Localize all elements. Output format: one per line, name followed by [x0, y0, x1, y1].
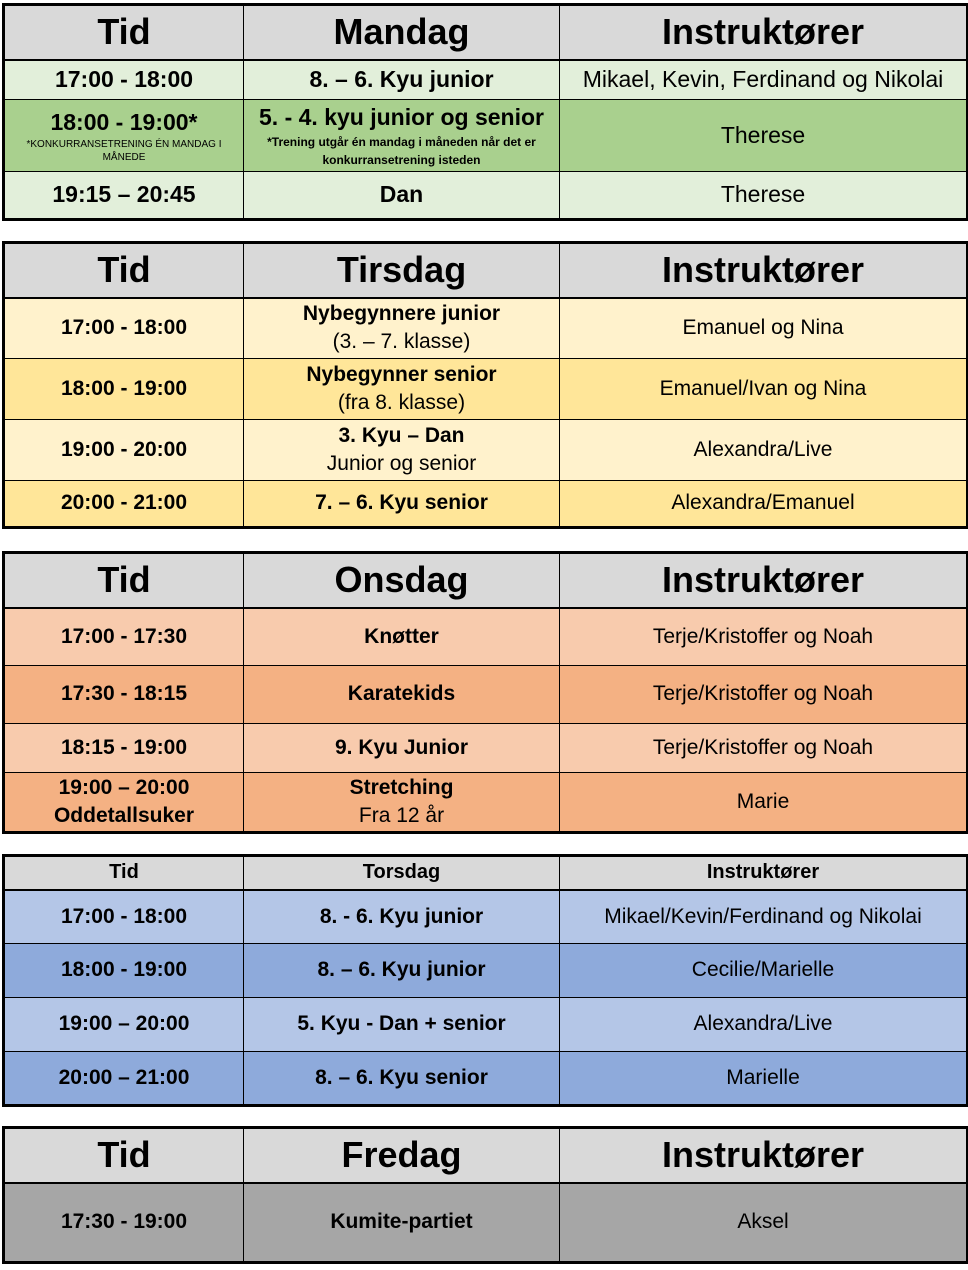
- instructors-cell: Alexandra/Live: [560, 998, 968, 1052]
- table-row: [4, 60, 968, 100]
- instructors-cell: Alexandra/Live: [560, 420, 968, 481]
- time-text: 18:00 - 19:00*: [50, 108, 198, 135]
- class-cell: 9. Kyu Junior: [244, 724, 560, 773]
- class-cell: Dan: [244, 172, 560, 220]
- time-cell: 18:00 - 19:00: [4, 944, 244, 998]
- table-row: [4, 420, 968, 481]
- instructors-cell: Emanuel/Ivan og Nina: [560, 359, 968, 420]
- time-text: 19:00 – 20:00: [58, 775, 190, 799]
- table-row: [4, 890, 968, 944]
- class-note: *Trening utgår én mandag i måneden når det er konkurransetrening isteden: [267, 135, 536, 168]
- friday-schedule-table: [2, 1126, 968, 1264]
- header-time: Tid: [4, 1128, 244, 1183]
- class-cell: [244, 420, 560, 481]
- class-cell: [244, 359, 560, 420]
- class-cell: Karatekids: [244, 666, 560, 724]
- class-subtext: (fra 8. klasse): [337, 391, 466, 414]
- instructors-cell: Alexandra/Emanuel: [560, 481, 968, 528]
- header-day: Mandag: [244, 5, 560, 60]
- header-instructors: Instruktører: [560, 856, 968, 890]
- time-cell: 17:00 - 18:00: [4, 890, 244, 944]
- class-text: 5. - 4. kyu junior og senior: [259, 103, 544, 130]
- instructors-cell: Aksel: [560, 1183, 968, 1263]
- instructors-cell: Mikael/Kevin/Ferdinand og Nikolai: [560, 890, 968, 944]
- table-row: [4, 608, 968, 666]
- time-subtext: Oddetallsuker: [53, 804, 195, 827]
- table-header-row: [4, 553, 968, 608]
- table-row: [4, 100, 968, 172]
- time-note: *KONKURRANSETRENING ÉN MANDAG I MÅNEDE: [26, 139, 222, 164]
- class-cell: [244, 773, 560, 833]
- instructors-cell: Therese: [560, 172, 968, 220]
- table-row: [4, 359, 968, 420]
- time-cell: 18:15 - 19:00: [4, 724, 244, 773]
- thursday-schedule-table: [2, 854, 968, 1107]
- header-time: Tid: [4, 553, 244, 608]
- class-cell: 8. - 6. Kyu junior: [244, 890, 560, 944]
- header-instructors: Instruktører: [560, 553, 968, 608]
- time-cell: [4, 100, 244, 172]
- time-cell: 19:00 – 20:00: [4, 998, 244, 1052]
- instructors-cell: Mikael, Kevin, Ferdinand og Nikolai: [560, 60, 968, 100]
- table-row: [4, 172, 968, 220]
- wednesday-schedule-table: [2, 551, 968, 834]
- instructors-cell: Cecilie/Marielle: [560, 944, 968, 998]
- class-cell: 5. Kyu - Dan + senior: [244, 998, 560, 1052]
- table-header-row: [4, 243, 968, 298]
- header-instructors: Instruktører: [560, 5, 968, 60]
- table-row: [4, 298, 968, 359]
- class-cell: Kumite-partiet: [244, 1183, 560, 1263]
- header-day: Torsdag: [244, 856, 560, 890]
- table-row: [4, 481, 968, 528]
- class-subtext: Fra 12 år: [358, 804, 445, 827]
- time-cell: 19:00 - 20:00: [4, 420, 244, 481]
- header-instructors: Instruktører: [560, 243, 968, 298]
- class-cell: [244, 100, 560, 172]
- instructors-cell: Emanuel og Nina: [560, 298, 968, 359]
- class-cell: 7. – 6. Kyu senior: [244, 481, 560, 528]
- header-day: Tirsdag: [244, 243, 560, 298]
- tuesday-schedule-table: [2, 241, 968, 529]
- time-cell: [4, 773, 244, 833]
- class-cell: 8. – 6. Kyu junior: [244, 944, 560, 998]
- class-subtext: (3. – 7. klasse): [332, 330, 471, 354]
- class-text: Nybegynnere junior: [302, 301, 501, 325]
- time-cell: 20:00 – 21:00: [4, 1052, 244, 1106]
- instructors-cell: Terje/Kristoffer og Noah: [560, 666, 968, 724]
- instructors-cell: Marie: [560, 773, 968, 833]
- class-text: Stretching: [349, 775, 454, 799]
- time-cell: 17:30 - 18:15: [4, 666, 244, 724]
- time-cell: 19:15 – 20:45: [4, 172, 244, 220]
- table-header-row: [4, 1128, 968, 1183]
- table-row: [4, 724, 968, 773]
- table-row: [4, 1052, 968, 1106]
- class-cell: Knøtter: [244, 608, 560, 666]
- time-cell: 17:00 - 17:30: [4, 608, 244, 666]
- instructors-cell: Terje/Kristoffer og Noah: [560, 608, 968, 666]
- class-subtext: Junior og senior: [326, 452, 477, 475]
- header-time: Tid: [4, 5, 244, 60]
- class-text: 3. Kyu – Dan: [338, 423, 465, 447]
- instructors-cell: Therese: [560, 100, 968, 172]
- class-cell: [244, 298, 560, 359]
- table-row: [4, 666, 968, 724]
- time-cell: 17:00 - 18:00: [4, 60, 244, 100]
- class-cell: 8. – 6. Kyu senior: [244, 1052, 560, 1106]
- monday-schedule-table: [2, 3, 968, 221]
- class-cell: 8. – 6. Kyu junior: [244, 60, 560, 100]
- table-header-row: [4, 856, 968, 890]
- table-row: [4, 944, 968, 998]
- time-cell: 17:30 - 19:00: [4, 1183, 244, 1263]
- time-cell: 20:00 - 21:00: [4, 481, 244, 528]
- time-cell: 17:00 - 18:00: [4, 298, 244, 359]
- table-row: [4, 998, 968, 1052]
- header-day: Fredag: [244, 1128, 560, 1183]
- class-text: Nybegynner senior: [306, 362, 497, 386]
- header-time: Tid: [4, 243, 244, 298]
- header-instructors: Instruktører: [560, 1128, 968, 1183]
- instructors-cell: Marielle: [560, 1052, 968, 1106]
- instructors-cell: Terje/Kristoffer og Noah: [560, 724, 968, 773]
- header-day: Onsdag: [244, 553, 560, 608]
- table-header-row: [4, 5, 968, 60]
- header-time: Tid: [4, 856, 244, 890]
- table-row: [4, 1183, 968, 1263]
- table-row: [4, 773, 968, 833]
- time-cell: 18:00 - 19:00: [4, 359, 244, 420]
